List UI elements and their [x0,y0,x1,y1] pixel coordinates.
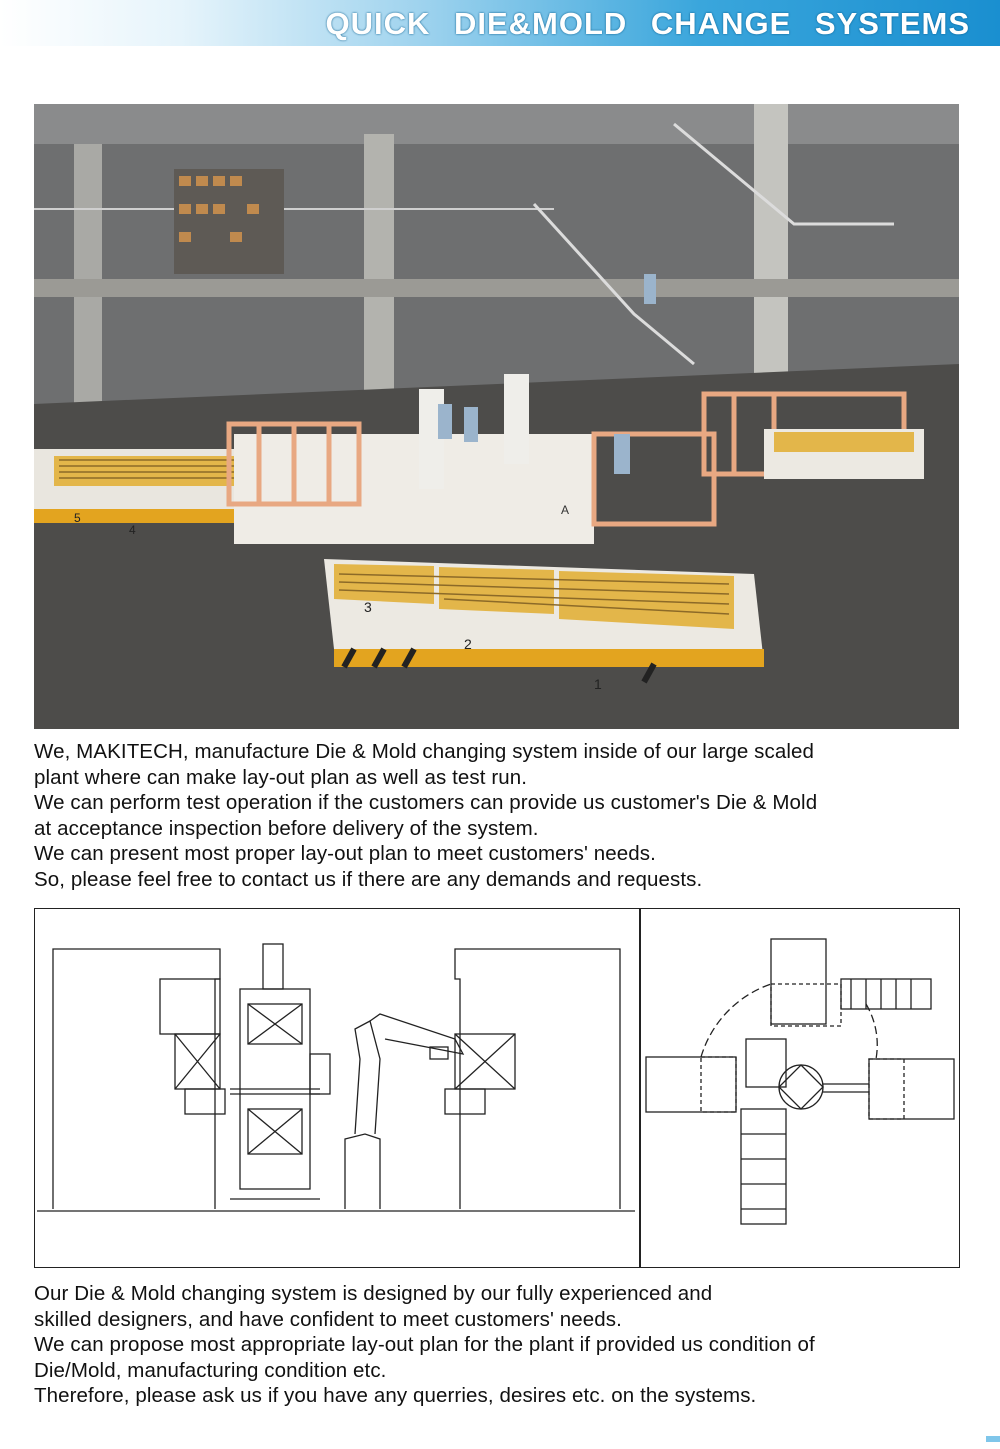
table-number-2: 2 [464,636,472,652]
page-title: QUICK DIE&MOLD CHANGE SYSTEMS [325,6,970,41]
paragraph-line: at acceptance inspection before delivery of the system. [34,816,539,840]
intro-paragraph [34,739,817,892]
factory-photo-illustration [34,104,959,729]
plan-view-drawing [641,909,959,1266]
page-edge-mark [986,1436,1000,1442]
paragraph-line: Therefore, please ask us if you have any querries, desires etc. on the systems. [34,1384,757,1407]
table-number-5: 5 [74,511,81,525]
paragraph-line: skilled designers, and have confident to meet customers' needs. [34,1307,622,1331]
paragraph-line: We can perform test operation if the customers can provide us customer's Die & Mold [34,791,818,814]
paragraph-line: We, MAKITECH, manufacture Die & Mold changing system inside of our large scaled [34,740,815,763]
side-view-drawing [35,909,639,1266]
technical-drawings [34,908,960,1268]
design-paragraph [34,1281,815,1409]
paragraph-line: Die/Mold, manufacturing condition etc. [34,1358,387,1382]
paragraph-line: We can present most proper lay-out plan to meet customers' needs. [34,842,656,865]
station-letter: A [561,503,570,517]
paragraph-line: plant where can make lay-out plan as well as test run. [34,765,528,789]
paragraph-line: Our Die & Mold changing system is designed by our fully experienced and [34,1282,713,1305]
paragraph-line: We can propose most appropriate lay-out plan for the plant if provided us condition of [34,1333,815,1356]
table-number-3: 3 [364,599,372,615]
paragraph-line: So, please feel free to contact us if there are any demands and requests. [34,867,703,891]
table-number-1: 1 [594,676,602,692]
header-banner [0,0,1000,46]
factory-photo [34,104,959,729]
table-number-4: 4 [129,523,136,537]
